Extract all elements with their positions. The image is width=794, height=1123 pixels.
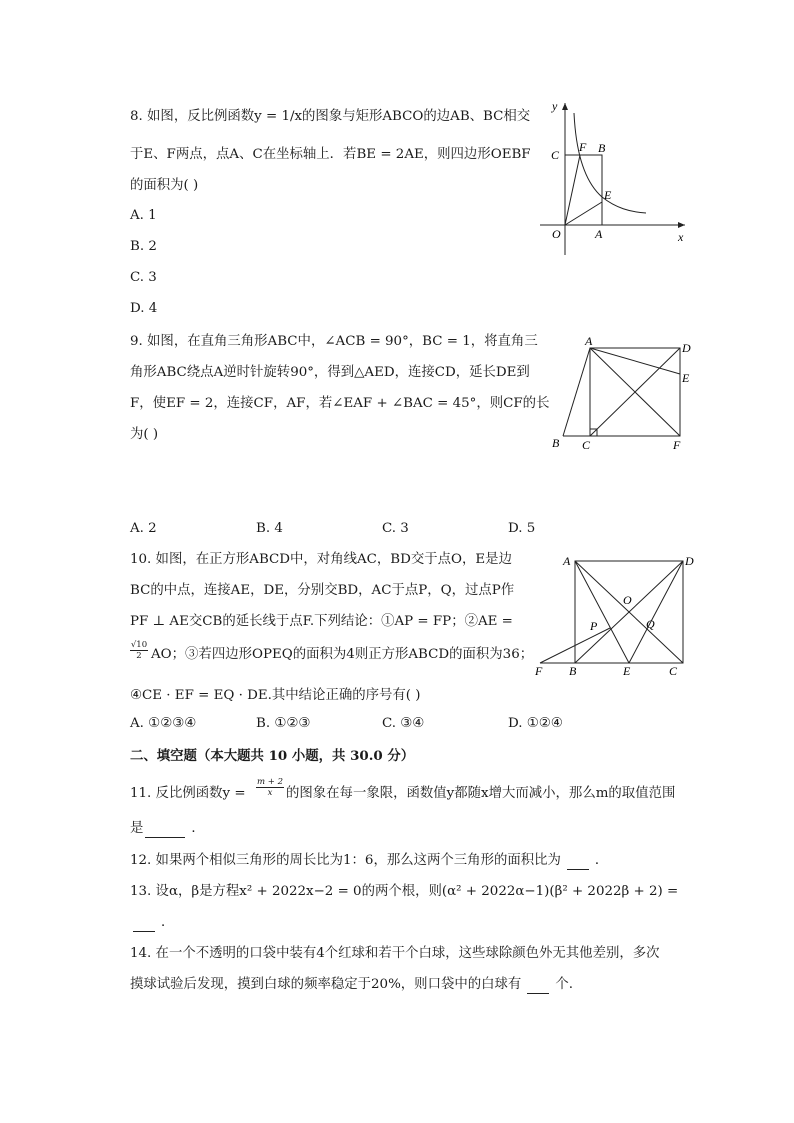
q14-end: 个. (555, 977, 573, 992)
q9-line2: 角形ABC绕点A逆时针旋转90°，得到△AED，连接CD，延长DE到 (130, 365, 530, 380)
label-f: F (535, 664, 543, 678)
segment-ae (575, 561, 629, 663)
label-q: Q (646, 617, 655, 631)
q13-end: ． (161, 915, 175, 930)
y-axis-arrow-icon (562, 103, 568, 110)
segment-de (629, 561, 683, 663)
q10-line1: 10. 如图，在正方形ABCD中，对角线AC，BD交于点O，E是边 (130, 552, 512, 567)
label-f: F (579, 140, 587, 154)
q9-option-a[interactable]: A. 2 (130, 521, 157, 536)
q8-option-b[interactable]: B. 2 (130, 239, 157, 254)
q9-option-c[interactable]: C. 3 (382, 521, 409, 536)
q10-fraction-denominator: 2 (136, 651, 142, 661)
q10-option-c[interactable]: C. ③④ (382, 716, 425, 731)
label-b: B (569, 664, 577, 678)
q11-answer-blank[interactable] (145, 823, 185, 838)
label-a: A (585, 334, 593, 348)
label-e: E (682, 371, 690, 385)
q8-line1: 8. 如图，反比例函数y = 1/x的图象与矩形ABCO的边AB、BC相交 (130, 109, 531, 124)
q14-line1: 14. 在一个不透明的口袋中装有4个红球和若干个白球，这些球除颜色外无其他差别，多次 (130, 946, 660, 961)
q10-option-a[interactable]: A. ①②③④ (130, 716, 197, 731)
q10-line2: BC的中点，连接AE，DE，分别交BD，AC于点P，Q，过点P作 (130, 583, 515, 598)
label-c: C (582, 438, 591, 452)
q9-line1: 9. 如图，在直角三角形ABC中，∠ACB = 90°，BC = 1，将直角三 (130, 334, 538, 349)
label-o: O (552, 227, 561, 241)
q11-prefix: 11. 反比例函数y = (130, 786, 246, 801)
q8-option-d[interactable]: D. 4 (130, 301, 158, 316)
q10-line5: ④CE · EF = EQ · DE.其中结论正确的序号有( ) (130, 688, 421, 703)
q13-line1: 13. 设α，β是方程x² + 2022x−2 = 0的两个根，则(α² + 2022α−1)(β² + 2022β + 2) = (130, 884, 679, 899)
q14-answer-blank[interactable] (527, 979, 549, 994)
q10-figure (530, 548, 700, 683)
segment-of (565, 155, 580, 225)
q11-fraction (256, 777, 284, 798)
q11-fraction-numerator: m + 2 (257, 777, 283, 787)
q9-option-d[interactable]: D. 5 (508, 521, 536, 536)
label-e: E (604, 188, 612, 202)
label-f: F (673, 438, 681, 452)
rectangle-abco (565, 155, 602, 225)
q11-fraction-denominator: x (267, 788, 273, 798)
label-a: A (563, 554, 571, 568)
q9-line3: F，使EF = 2，连接CF，AF，若∠EAF + ∠BAC = 45°，则CF的长 (130, 396, 550, 411)
q9-option-b[interactable]: B. 4 (256, 521, 283, 536)
q10-option-b[interactable]: B. ①②③ (256, 716, 311, 731)
label-b: B (552, 436, 560, 450)
q10-line3: PF ⊥ AE交CB的延长线于点F.下列结论：①AP = FP；②AE = (130, 614, 513, 629)
q12-end: ． (594, 853, 609, 868)
q8-line2: 于E、F两点，点A、C在坐标轴上．若BE = 2AE，则四边形OEBF (130, 147, 531, 162)
q11-line2 (130, 820, 205, 838)
q12-answer-blank[interactable] (567, 855, 589, 870)
section-title-fill-in: 二、填空题（本大题共 10 小题，共 30.0 分） (130, 748, 415, 764)
question-12 (130, 852, 608, 870)
label-e: E (623, 664, 631, 678)
q8-option-c[interactable]: C. 3 (130, 270, 157, 285)
q9-figure (545, 332, 705, 457)
q11-line2-end: ． (191, 821, 205, 836)
segment-oe (565, 202, 602, 225)
segment-ab (563, 348, 590, 436)
label-y: y (552, 99, 558, 113)
label-d: D (682, 341, 691, 355)
q12-text: 12. 如果两个相似三角形的周长比为1：6，那么这两个三角形的面积比为 (130, 853, 561, 868)
q14-line2-text: 摸球试验后发现，摸到白球的频率稳定于20%，则口袋中的白球有 (130, 977, 522, 992)
x-axis-arrow-icon (678, 222, 685, 228)
label-c: C (669, 664, 678, 678)
label-a: A (595, 227, 603, 241)
label-o: O (623, 593, 632, 607)
label-x: x (678, 230, 684, 244)
q13-answer-blank[interactable] (133, 917, 155, 932)
q13-line2 (133, 914, 174, 932)
q8-option-a[interactable]: A. 1 (130, 208, 157, 223)
q8-line3: 的面积为( ) (130, 178, 199, 193)
q8-figure (530, 95, 695, 260)
q10-option-d[interactable]: D. ①②④ (508, 716, 563, 731)
q10-fraction (130, 640, 148, 661)
label-p: P (590, 619, 598, 633)
label-d: D (685, 554, 694, 568)
q14-line2 (130, 976, 573, 994)
label-b: B (598, 141, 606, 155)
q9-line4: 为( ) (130, 427, 159, 442)
label-c: C (551, 148, 560, 162)
q11-line2-start: 是 (130, 821, 144, 836)
q11-suffix: 的图象在每一象限，函数值y都随x增大而减小，那么m的取值范围 (286, 786, 676, 801)
q10-fraction-numerator: √10 (130, 640, 148, 650)
q10-line4: AO；③若四边形OPEQ的面积为4则正方形ABCD的面积为36； (151, 647, 534, 662)
